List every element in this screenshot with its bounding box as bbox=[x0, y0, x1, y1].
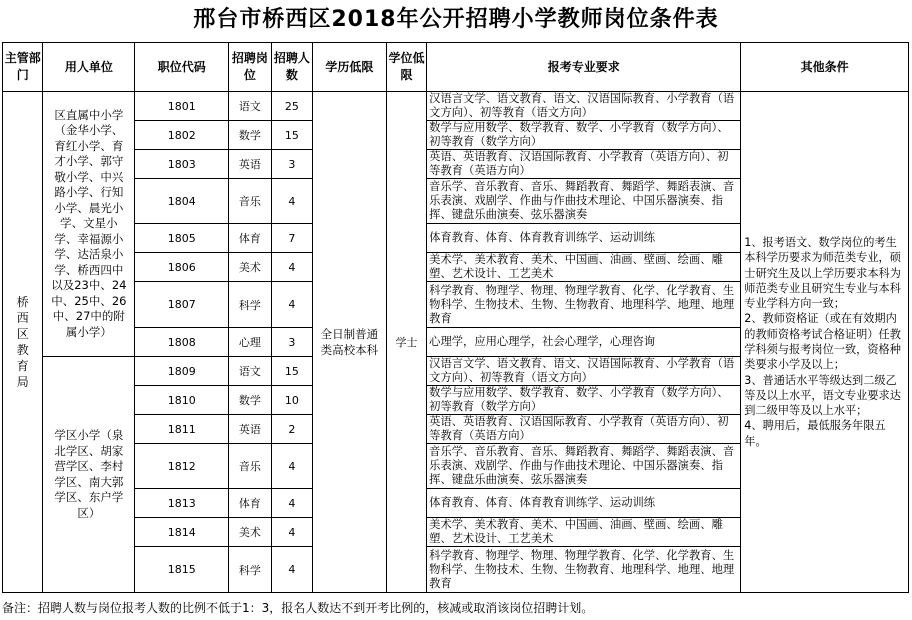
major-cell: 美术学、美术教育、美术、中国画、油画、壁画、绘画、雕塑、艺术设计、工艺美术 bbox=[427, 253, 741, 282]
header-edu: 学历低限 bbox=[313, 43, 387, 92]
count-cell: 4 bbox=[271, 547, 312, 593]
post-cell: 美术 bbox=[229, 518, 271, 547]
code-cell: 1807 bbox=[135, 282, 229, 328]
major-cell: 音乐学、音乐教育、音乐、舞蹈教育、舞蹈学、舞蹈表演、音乐表演、戏剧学、作曲与作曲技术理论、中国乐器演奏、指挥、键盘乐曲演奏、弦乐器演奏 bbox=[427, 179, 741, 224]
count-cell: 4 bbox=[271, 282, 312, 328]
major-cell: 英语、英语教育、汉语国际教育、小学教育（英语方向）、初等教育（英语方向） bbox=[427, 415, 741, 444]
recruitment-table bbox=[2, 42, 909, 593]
header-code: 职位代码 bbox=[135, 43, 229, 92]
major-cell: 汉语言文学、语文教育、语文、汉语国际教育、小学教育（语文方向）、初等教育（语文方向） bbox=[427, 357, 741, 386]
major-cell: 体育教育、体育、体育教育训练学、运动训练 bbox=[427, 489, 741, 518]
count-cell: 3 bbox=[271, 328, 312, 357]
post-cell: 英语 bbox=[229, 150, 271, 179]
count-cell: 15 bbox=[271, 357, 312, 386]
header-other: 其他条件 bbox=[741, 43, 909, 92]
major-cell: 汉语言文学、语文教育、语文、汉语国际教育、小学教育（语文方向）、初等教育（语文方向） bbox=[427, 92, 741, 121]
code-cell: 1809 bbox=[135, 357, 229, 386]
major-cell: 科学教育、物理学、物理、物理学教育、化学、化学教育、生物科学、生物技术、生物、生物教育、地理科学、地理、地理教育 bbox=[427, 282, 741, 328]
major-cell: 英语、英语教育、汉语国际教育、小学教育（英语方向）、初等教育（英语方向） bbox=[427, 150, 741, 179]
post-cell: 体育 bbox=[229, 224, 271, 253]
header-post: 招聘岗位 bbox=[229, 43, 271, 92]
count-cell: 4 bbox=[271, 518, 312, 547]
count-cell: 4 bbox=[271, 253, 312, 282]
code-cell: 1810 bbox=[135, 386, 229, 415]
post-cell: 语文 bbox=[229, 92, 271, 121]
footnote: 备注：招聘人数与岗位报考人数的比例不低于1：3，报名人数达不到开考比例的，核减或取消该岗位招聘计划。 bbox=[2, 601, 594, 615]
education-cell: 全日制普通类高校本科 bbox=[313, 92, 387, 593]
major-cell: 体育教育、体育、体育教育训练学、运动训练 bbox=[427, 224, 741, 253]
count-cell: 10 bbox=[271, 386, 312, 415]
code-cell: 1812 bbox=[135, 444, 229, 489]
count-cell: 2 bbox=[271, 415, 312, 444]
header-major: 报考专业要求 bbox=[427, 43, 741, 92]
count-cell: 4 bbox=[271, 444, 312, 489]
post-cell: 音乐 bbox=[229, 444, 271, 489]
code-cell: 1806 bbox=[135, 253, 229, 282]
major-cell: 数学与应用数学、数学教育、数学、小学教育（数学方向）、初等教育（数学方向） bbox=[427, 121, 741, 150]
count-cell: 15 bbox=[271, 121, 312, 150]
count-cell: 3 bbox=[271, 150, 312, 179]
post-cell: 体育 bbox=[229, 489, 271, 518]
post-cell: 科学 bbox=[229, 547, 271, 593]
code-cell: 1804 bbox=[135, 179, 229, 224]
major-cell: 心理学，应用心理学，社会心理学，心理咨询 bbox=[427, 328, 741, 357]
post-cell: 数学 bbox=[229, 386, 271, 415]
post-cell: 科学 bbox=[229, 282, 271, 328]
header-count: 招聘人数 bbox=[271, 43, 312, 92]
count-cell: 7 bbox=[271, 224, 312, 253]
header-row bbox=[3, 43, 909, 92]
code-cell: 1802 bbox=[135, 121, 229, 150]
code-cell: 1813 bbox=[135, 489, 229, 518]
post-cell: 美术 bbox=[229, 253, 271, 282]
count-cell: 4 bbox=[271, 179, 312, 224]
code-cell: 1803 bbox=[135, 150, 229, 179]
major-cell: 美术学、美术教育、美术、中国画、油画、壁画、绘画、雕塑、艺术设计、工艺美术 bbox=[427, 518, 741, 547]
major-cell: 科学教育、物理学、物理、物理学教育、化学、化学教育、生物科学、生物技术、生物、生物教育、地理科学、地理、地理教育 bbox=[427, 547, 741, 593]
code-cell: 1801 bbox=[135, 92, 229, 121]
count-cell: 25 bbox=[271, 92, 312, 121]
major-cell: 音乐学、音乐教育、音乐、舞蹈教育、舞蹈学、舞蹈表演、音乐表演、戏剧学、作曲与作曲技术理论、中国乐器演奏、指挥、键盘乐曲演奏、弦乐器演奏 bbox=[427, 444, 741, 489]
code-cell: 1815 bbox=[135, 547, 229, 593]
major-cell: 数学与应用数学、数学教育、数学、小学教育（数学方向）、初等教育（数学方向） bbox=[427, 386, 741, 415]
unit-cell: 学区小学（泉北学区、胡家营学区、李村学区、南大郭学区、东户学区） bbox=[43, 357, 135, 593]
table-row bbox=[3, 92, 909, 121]
page-title: 邢台市桥西区2018年公开招聘小学教师岗位条件表 bbox=[193, 7, 719, 32]
header-dept: 主管部门 bbox=[3, 43, 43, 92]
post-cell: 音乐 bbox=[229, 179, 271, 224]
code-cell: 1805 bbox=[135, 224, 229, 253]
post-cell: 数学 bbox=[229, 121, 271, 150]
header-degree: 学位低限 bbox=[386, 43, 426, 92]
dept-cell: 桥西区教育局 bbox=[3, 92, 43, 593]
other-conditions-cell: 1、报考语文、数学岗位的考生本科学历要求为师范类专业，硕士研究生及以上学历要求本科为师范类专业且研究生专业与本科专业学科方向一致； 2、教师资格证（或在有效期内的教师资格考试合格证明）任教学科须与报考岗位一致，资格种类要求小学及以上； 3、普通话水平等级达到二级乙等及以上水平，语文专业要求达到二级甲等及以上水平； 4、聘用后，最低服务年限五年。 bbox=[741, 92, 909, 593]
post-cell: 语文 bbox=[229, 357, 271, 386]
code-cell: 1808 bbox=[135, 328, 229, 357]
count-cell: 4 bbox=[271, 489, 312, 518]
post-cell: 英语 bbox=[229, 415, 271, 444]
code-cell: 1811 bbox=[135, 415, 229, 444]
unit-cell: 区直属中小学（金华小学、育红小学、育才小学、郭守敬小学、中兴路小学、行知小学、晨光小学、文星小学、幸福源小学、达活泉小学、桥西四中以及23中、24中、25中、26中、27中的附属小学） bbox=[43, 92, 135, 357]
degree-cell: 学士 bbox=[386, 92, 426, 593]
code-cell: 1814 bbox=[135, 518, 229, 547]
header-unit: 用人单位 bbox=[43, 43, 135, 92]
post-cell: 心理 bbox=[229, 328, 271, 357]
